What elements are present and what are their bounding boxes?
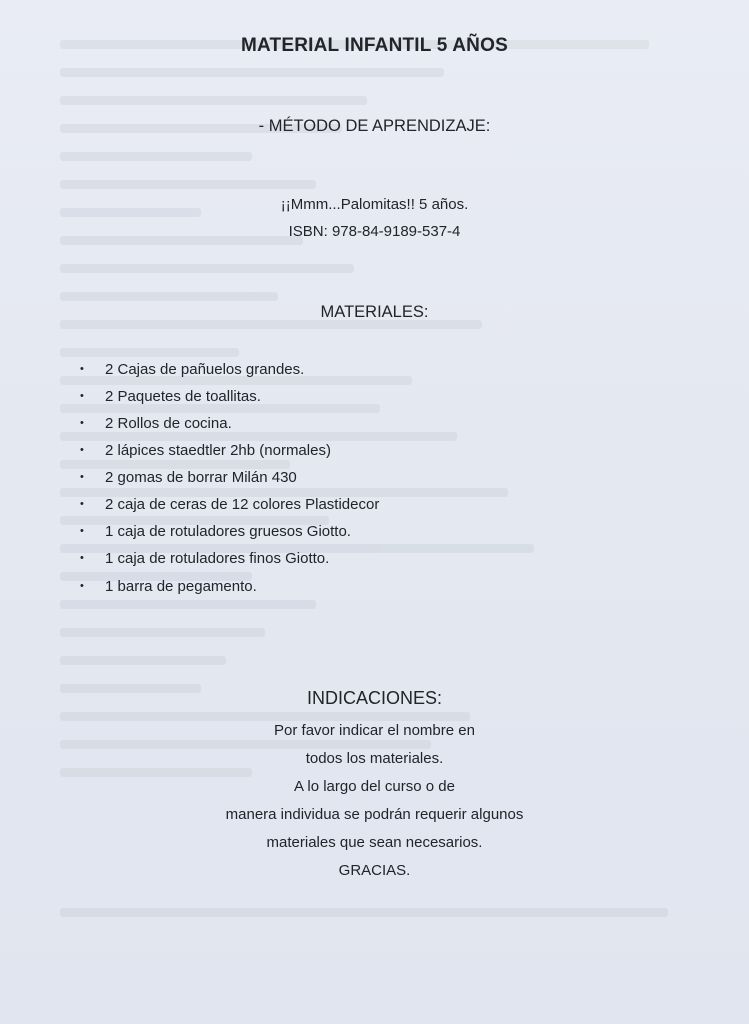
list-item xyxy=(80,550,329,567)
list-item-text: 2 Cajas de pañuelos grandes. xyxy=(105,361,305,378)
indications-line: todos los materiales. xyxy=(305,750,444,767)
bullet-icon: • xyxy=(80,390,84,402)
method-heading: - MÉTODO DE APRENDIZAJE: xyxy=(258,117,491,135)
list-item-text: 1 barra de pegamento. xyxy=(105,578,257,595)
indications-line: Por favor indicar el nombre en xyxy=(274,722,475,739)
indications-line: materiales que sean necesarios. xyxy=(266,834,483,851)
bullet-icon: • xyxy=(80,363,84,375)
list-item-text: 1 caja de rotuladores gruesos Giotto. xyxy=(105,523,351,540)
list-item-text: 2 lápices staedtler 2hb (normales) xyxy=(105,442,331,459)
list-item xyxy=(80,442,331,459)
list-item xyxy=(80,361,304,378)
bullet-icon: • xyxy=(80,498,84,510)
bullet-icon: • xyxy=(80,471,84,483)
page-title: MATERIAL INFANTIL 5 AÑOS xyxy=(241,35,508,56)
bullet-icon: • xyxy=(80,552,84,564)
bullet-icon: • xyxy=(80,417,84,429)
list-item-text: 2 gomas de borrar Milán 430 xyxy=(105,469,297,486)
materials-heading: MATERIALES: xyxy=(320,303,429,321)
list-item xyxy=(80,388,261,405)
list-item xyxy=(80,469,297,486)
indications-line: manera individua se podrán requerir algunos xyxy=(225,806,524,823)
bullet-icon: • xyxy=(80,525,84,537)
list-item-text: 2 caja de ceras de 12 colores Plastidecor xyxy=(105,496,380,513)
bullet-icon: • xyxy=(80,444,84,456)
list-item-text: 1 caja de rotuladores finos Giotto. xyxy=(105,550,330,567)
book-title: ¡¡Mmm...Palomitas!! 5 años. xyxy=(280,196,469,213)
book-isbn: ISBN: 978-84-9189-537-4 xyxy=(288,223,461,240)
indications-heading: INDICACIONES: xyxy=(306,688,443,708)
list-item-text: 2 Paquetes de toallitas. xyxy=(105,388,261,405)
list-item xyxy=(80,523,351,540)
list-item xyxy=(80,415,232,432)
indications-thanks: GRACIAS. xyxy=(338,862,411,879)
list-item xyxy=(80,578,257,595)
list-item-text: 2 Rollos de cocina. xyxy=(105,415,232,432)
indications-line: A lo largo del curso o de xyxy=(294,778,455,795)
bullet-icon: • xyxy=(80,580,84,592)
list-item xyxy=(80,496,379,513)
